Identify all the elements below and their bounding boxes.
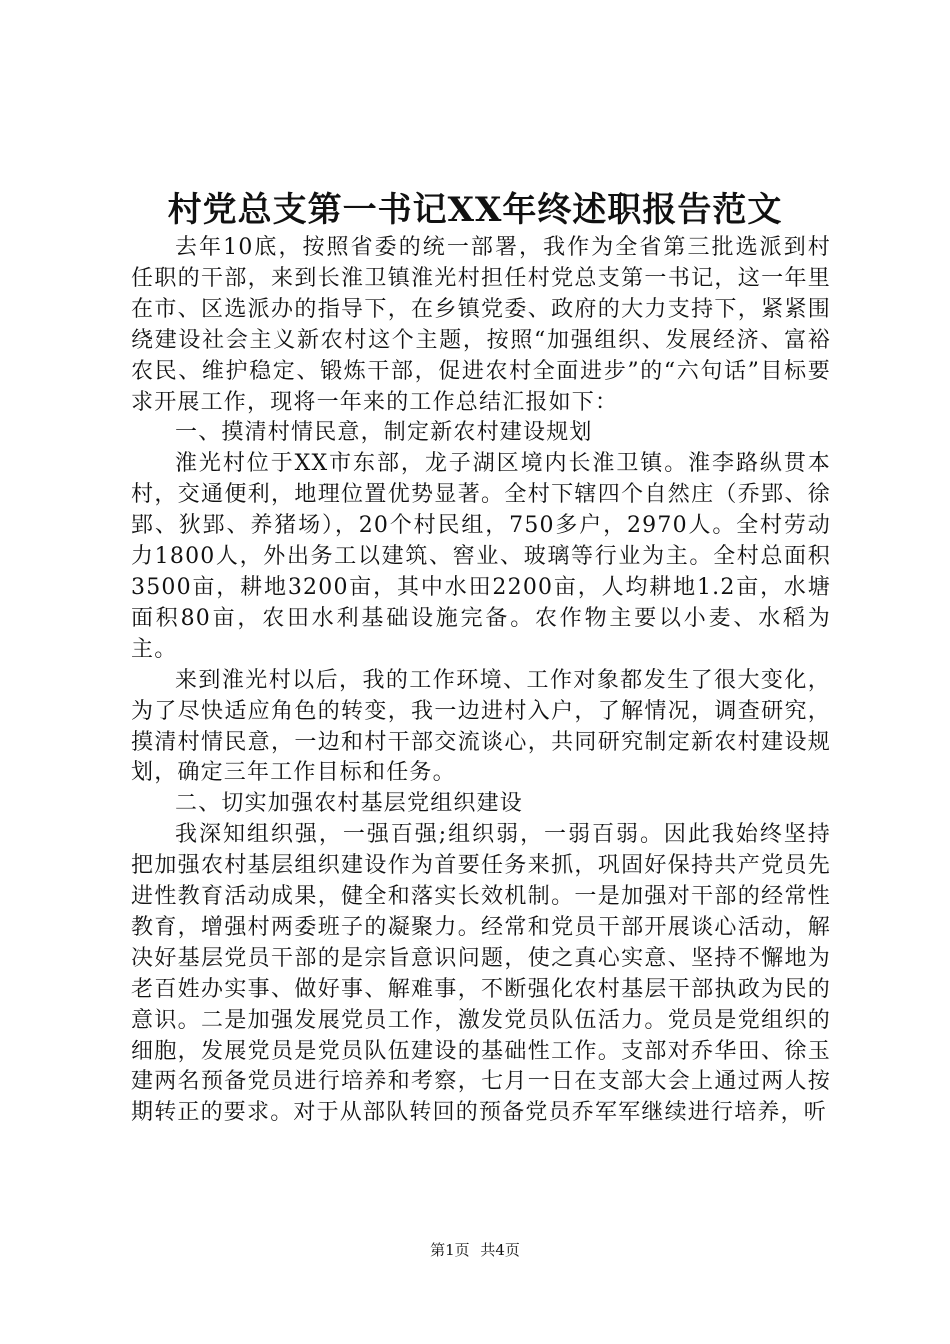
document-title: 村党总支第一书记XX年终述职报告范文 [167, 190, 783, 230]
page-footer [0, 1240, 950, 1260]
section-heading-2: 二、切实加强农村基层党组织建设 [175, 791, 524, 817]
paragraph-party-building: 我深知组织强，一强百强;组织弱，一弱百弱。因此我始终坚持把加强农村基层组织建设作为首要任务来抓，巩固好保持共产党员先进性教育活动成果，健全和落实长效机制。一是加强对干部的经常性教育，增强村两委班子的凝聚力。经常和党员干部开展谈心活动，解决好基层党员干部的是宗旨意识问题，使之真心实意、坚持不懈地为老百姓办实事、做好事、解难事，不断强化农村基层干部执政为民的意识。二是加强发展党员工作，激发党员队伍活力。党员是党组织的细胞，发展党员是党员队伍建设的基础性工作。支部对乔华田、徐玉建两名预备党员进行培养和考察，七月一日在支部大会上通过两人按期转正的要求。对于从部队转回的预备党员乔军军继续进行培养，听 [131, 822, 831, 1126]
paragraph-village-overview: 淮光村位于XX市东部，龙子湖区境内长淮卫镇。淮李路纵贯本村，交通便利，地理位置优势显著。全村下辖四个自然庄（乔郢、徐郢、狄郢、养猪场），20个村民组，750多户，2970人。全村劳动力1800人，外出务工以建筑、窖业、玻璃等行业为主。全村总面积3500亩，耕地3200亩，其中水田2200亩，人均耕地1.2亩，水塘面积80亩，农田水利基础设施完备。农作物主要以小麦、水稻为主。 [131, 451, 831, 662]
page-total: 共4页 [480, 1241, 520, 1259]
page-number: 第1页 [430, 1241, 470, 1259]
section-heading-1: 一、摸清村情民意，制定新农村建设规划 [175, 420, 593, 446]
paragraph-planning: 来到淮光村以后，我的工作环境、工作对象都发生了很大变化，为了尽快适应角色的转变，我一边进村入户，了解情况，调查研究，摸清村情民意，一边和村干部交流谈心，共同研究制定新农村建设规划，确定三年工作目标和任务。 [131, 667, 831, 786]
document-body [131, 233, 831, 1129]
paragraph-intro: 去年10底，按照省委的统一部署，我作为全省第三批选派到村任职的干部，来到长淮卫镇淮光村担任村党总支第一书记，这一年里在市、区选派办的指导下，在乡镇党委、政府的大力支持下，紧紧围绕建设社会主义新农村这个主题，按照“加强组织、发展经济、富裕农民、维护稳定、锻炼干部，促进农村全面进步”的“六句话”目标要求开展工作，现将一年来的工作总结汇报如下： [131, 235, 831, 415]
